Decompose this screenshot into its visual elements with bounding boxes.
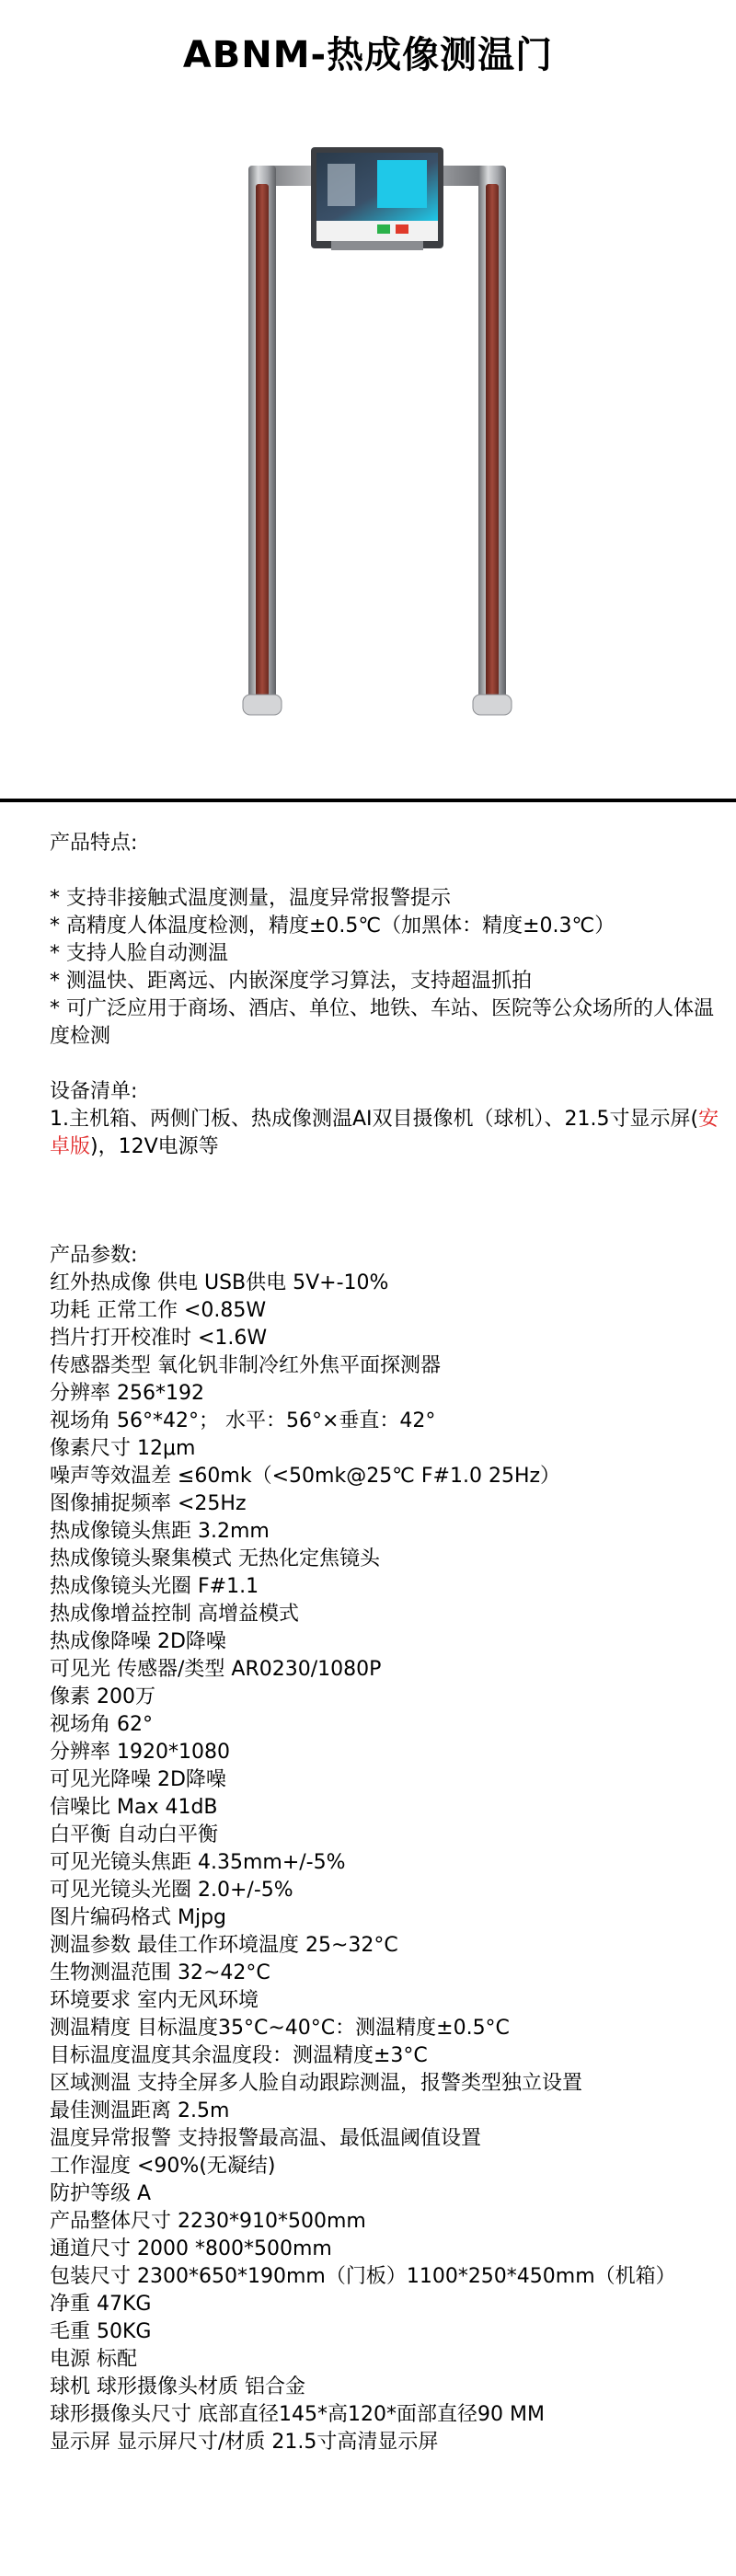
- param-item: 毛重 50KG: [50, 2320, 152, 2343]
- feature-item: * 测温快、距离远、内嵌深度学习算法，支持超温抓拍: [50, 970, 532, 993]
- param-item: 视场角 62°: [50, 1713, 153, 1736]
- door-left-post: [243, 166, 282, 715]
- param-item: 热成像镜头焦距 3.2mm: [50, 1520, 270, 1543]
- equipment-text-end: )，12V电源等: [90, 1135, 219, 1158]
- param-item: 工作湿度 <90%(无凝结): [50, 2155, 276, 2178]
- page-title: ABNM-热成像测温门: [182, 34, 554, 76]
- param-item: 通道尺寸 2000 *800*500mm: [50, 2237, 332, 2260]
- product-details: [50, 830, 721, 2456]
- equipment-list: [50, 1106, 721, 1161]
- param-item: 防护等级 A: [50, 2182, 152, 2205]
- param-item: 信噪比 Max 41dB: [50, 1796, 218, 1819]
- param-item: 可见光镜头光圈 2.0+/-5%: [50, 1879, 293, 1902]
- param-item: 包装尺寸 2300*650*190mm（门板）1100*250*450mm（机箱）: [50, 2265, 676, 2288]
- param-item: 白平衡 自动白平衡: [50, 1823, 218, 1846]
- param-item: 挡片打开校准时 <1.6W: [50, 1327, 268, 1350]
- param-item: 热成像增益控制 高增益模式: [50, 1603, 299, 1626]
- product-image: [239, 147, 515, 754]
- feature-item: * 支持非接触式温度测量，温度异常报警提示: [50, 887, 451, 910]
- android-version-label: 安卓版: [50, 1108, 719, 1158]
- param-item: 可见光降噪 2D降噪: [50, 1768, 226, 1791]
- param-item: 分辨率 1920*1080: [50, 1741, 230, 1764]
- param-item: 净重 47KG: [50, 2293, 152, 2316]
- param-item: 图像捕捉频率 <25Hz: [50, 1492, 247, 1515]
- param-item: 像素 200万: [50, 1685, 155, 1708]
- param-item: 视场角 56°*42°； 水平：56°×垂直：42°: [50, 1409, 436, 1432]
- param-item: 图片编码格式 Mjpg: [50, 1906, 227, 1929]
- param-item: 生物测温范围 32~42°C: [50, 1961, 270, 1984]
- param-item: 温度异常报警 支持报警最高温、最低温阈值设置: [50, 2127, 481, 2150]
- feature-item: * 高精度人体温度检测，精度±0.5℃（加黑体：精度±0.3℃）: [50, 914, 615, 937]
- door-right-post: [473, 166, 512, 715]
- section-divider: [0, 799, 736, 802]
- param-item: 像素尺寸 12μm: [50, 1437, 196, 1460]
- param-item: 电源 标配: [50, 2348, 137, 2371]
- param-item: 热成像镜头光圈 F#1.1: [50, 1575, 259, 1598]
- param-item: 测温精度 目标温度35°C~40°C：测温精度±0.5°C: [50, 2017, 510, 2040]
- param-item: 热成像降噪 2D降噪: [50, 1630, 226, 1653]
- param-item: 目标温度温度其余温度段：测温精度±3°C: [50, 2044, 428, 2067]
- param-item: 产品整体尺寸 2230*910*500mm: [50, 2210, 366, 2233]
- param-item: 功耗 正常工作 <0.85W: [50, 1299, 267, 1322]
- param-item: 热成像镜头聚集模式 无热化定焦镜头: [50, 1547, 380, 1570]
- param-item: 球机 球形摄像头材质 铝合金: [50, 2375, 305, 2398]
- features-heading: 产品特点:: [50, 832, 138, 855]
- params-list: [50, 1270, 721, 2456]
- param-item: 球形摄像头尺寸 底部直径145*高120*面部直径90 MM: [50, 2403, 545, 2426]
- param-item: 测温参数 最佳工作环境温度 25~32°C: [50, 1934, 398, 1957]
- param-item: 显示屏 显示屏尺寸/材质 21.5寸高清显示屏: [50, 2431, 439, 2454]
- param-item: 最佳测温距离 2.5m: [50, 2099, 230, 2122]
- equipment-heading: 设备清单:: [50, 1080, 138, 1103]
- param-item: 传感器类型 氧化钒非制冷红外焦平面探测器: [50, 1354, 441, 1377]
- equipment-text: 1.主机箱、两侧门板、热成像测温AI双目摄像机（球机）、21.5寸显示屏(: [50, 1108, 699, 1131]
- param-item: 分辨率 256*192: [50, 1382, 204, 1405]
- feature-item: * 可广泛应用于商场、酒店、单位、地铁、车站、医院等公众场所的人体温度检测: [50, 997, 714, 1048]
- param-item: 区域测温 支持全屏多人脸自动跟踪测温，报警类型独立设置: [50, 2072, 582, 2095]
- param-item: 环境要求 室内无风环境: [50, 1989, 259, 2012]
- param-item: 红外热成像 供电 USB供电 5V+-10%: [50, 1271, 389, 1294]
- params-heading: 产品参数:: [50, 1244, 138, 1267]
- param-item: 噪声等效温差 ≤60mk（<50mk@25℃ F#1.0 25Hz）: [50, 1465, 561, 1488]
- param-item: 可见光 传感器/类型 AR0230/1080P: [50, 1658, 382, 1681]
- param-item: 可见光镜头焦距 4.35mm+/-5%: [50, 1851, 346, 1874]
- feature-item: * 支持人脸自动测温: [50, 942, 228, 965]
